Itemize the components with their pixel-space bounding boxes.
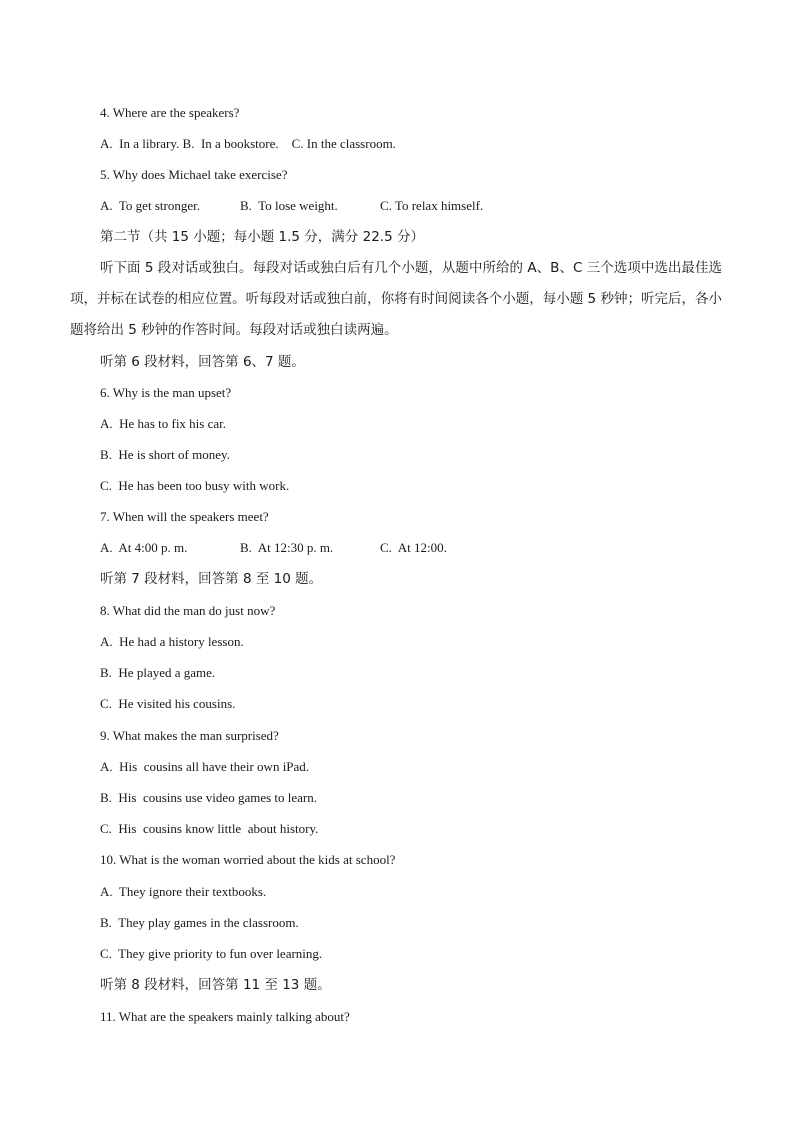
q10-option-b: B. They play games in the classroom. (100, 915, 299, 930)
q6-option-a: A. He has to fix his car. (100, 416, 227, 431)
q7-question: 7. When will the speakers meet? (100, 509, 269, 524)
material-7-heading: 听第 7 段材料，回答第 8 至 10 题。 (100, 571, 323, 587)
q8-option-c: C. He visited his cousins. (100, 696, 236, 711)
q10-question: 10. What is the woman worried about the kids at school? (100, 852, 396, 867)
q8-option-a: A. He had a history lesson. (100, 634, 244, 649)
q6-option-c: C. He has been too busy with work. (100, 478, 290, 493)
section-instructions: 听下面 5 段对话或独白。每段对话或独白后有几个小题，从题中所给的 A、B、C 三个选项中选出最佳选项，并标在试卷的相应位置。听每段对话或独白前，你将有时间阅读各个小题，每小题 5 秒钟；听完后，各小题将给出 5 秒钟的作答时间。每段对话或独白读两遍。 (70, 260, 722, 338)
material-6-heading: 听第 6 段材料，回答第 6、7 题。 (100, 354, 305, 370)
q6-option-b: B. He is short of money. (100, 447, 230, 462)
section-heading: 第二节（共 15 小题；每小题 1.5 分，满分 22.5 分） (100, 229, 424, 245)
q9-option-a: A. His cousins all have their own iPad. (100, 759, 310, 774)
q4-options: A. In a library. B. In a bookstore. C. In the classroom. (100, 136, 396, 151)
q5-option-a: A. To get stronger. (100, 198, 200, 213)
q6-question: 6. Why is the man upset? (100, 385, 232, 400)
q9-question: 9. What makes the man surprised? (100, 728, 279, 743)
q9-option-c: C. His cousins know little about history. (100, 821, 319, 836)
q5-option-c: C. To relax himself. (380, 198, 484, 213)
q7-option-b: B. At 12:30 p. m. (240, 540, 334, 555)
q9-option-b: B. His cousins use video games to learn. (100, 790, 317, 805)
q4-question: 4. Where are the speakers? (100, 105, 240, 120)
q7-option-a: A. At 4:00 p. m. (100, 540, 188, 555)
q5-option-b: B. To lose weight. (240, 198, 338, 213)
q10-option-a: A. They ignore their textbooks. (100, 884, 267, 899)
q5-question: 5. Why does Michael take exercise? (100, 167, 288, 182)
q10-option-c: C. They give priority to fun over learning. (100, 946, 323, 961)
q8-question: 8. What did the man do just now? (100, 603, 276, 618)
q8-option-b: B. He played a game. (100, 665, 216, 680)
q7-option-c: C. At 12:00. (380, 540, 447, 555)
material-8-heading: 听第 8 段材料，回答第 11 至 13 题。 (100, 977, 331, 993)
q11-question: 11. What are the speakers mainly talking about? (100, 1009, 350, 1024)
